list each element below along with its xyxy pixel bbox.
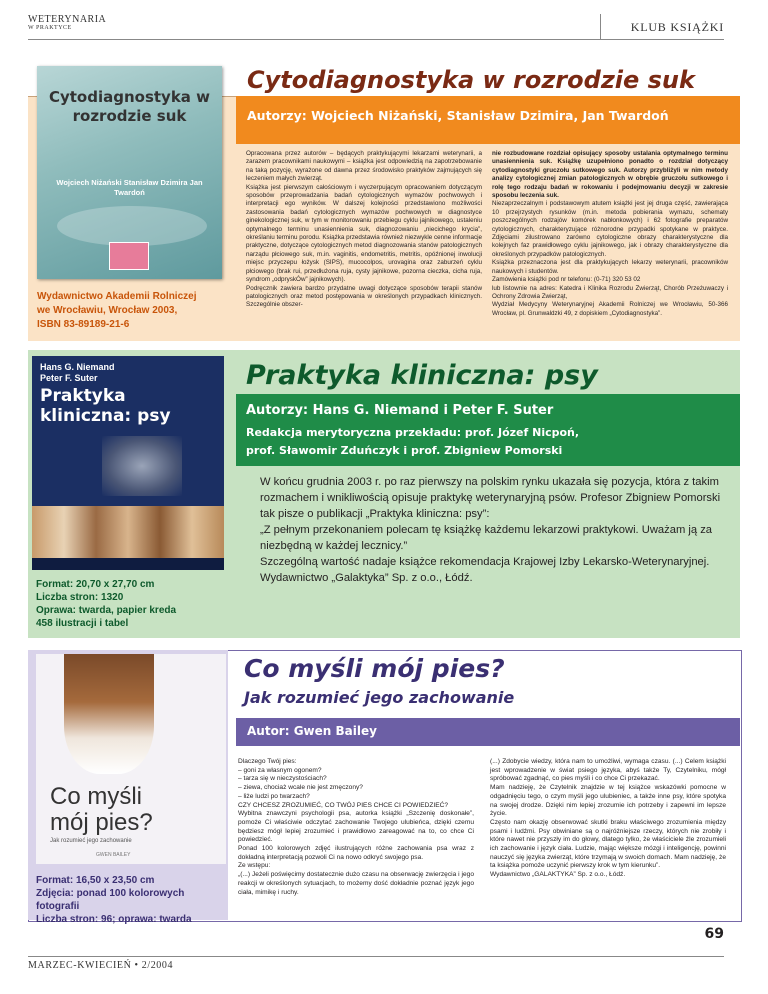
cover-decoration [57, 206, 207, 246]
book3-specs [36, 874, 192, 926]
dog-photo [64, 654, 154, 774]
spec-line: Zdjęcia: ponad 100 kolorowych [36, 888, 185, 899]
paragraph: Szczególną wartość nadaje książce rekomendacja Krajowej Izby Lekarsko-Weterynaryjnej. [260, 556, 710, 568]
ultrasound-image [102, 436, 182, 496]
book2-editors-line: Redakcja merytoryczna przekładu: prof. Józef Nicpoń, [246, 426, 580, 439]
spec-line: Liczba stron: 1320 [36, 592, 124, 603]
cover-title-line: Praktyka [40, 386, 126, 406]
spec-line: fotografii [36, 901, 80, 912]
book3-title: Co myśli mój pies? [244, 654, 505, 683]
cover-bottom-bar [32, 558, 224, 570]
header-rule [28, 39, 724, 40]
paragraph: Książka przeznaczona jest dla praktykujących lekarzy weterynarii, pracowników naukowych i studentów. [492, 259, 728, 275]
book3-subtitle: Jak rozumieć jego zachowanie [244, 688, 515, 707]
book1-title: Cytodiagnostyka w rozrodzie suk [247, 66, 695, 94]
spec-line: Format: 16,50 x 23,50 cm [36, 875, 155, 886]
book3-column-1 [238, 758, 474, 897]
book1-authors: Autorzy: Wojciech Niżański, Stanisław Dzimira, Jan Twardoń [247, 108, 669, 123]
book2-authors: Autorzy: Hans G. Niemand i Peter F. Suter [246, 403, 554, 418]
book3-cover-image [36, 654, 226, 864]
paragraph: CZY CHCESZ ZROZUMIEĆ, CO TWÓJ PIES CHCE CI POWIEDZIEĆ? [238, 801, 449, 809]
paragraph: Ze wstępu: [238, 862, 271, 870]
book1-cover-image [37, 66, 222, 279]
book2-editors-line: prof. Sławomir Zduńczyk i prof. Zbigniew Pomorski [246, 444, 563, 457]
puppies-photo [32, 506, 224, 558]
paragraph: Często nam okazję obserwować skutki braku właściwego zrozumienia między psami i ludźmi. Psy obwiniane są o najróżniejsze rzeczy, których nie zrobiły i które nawet nie przyszły im do głowy, dlatego tylko, że właściciele źle zrozumieli ich zachowanie i język ciała. Ludzie, mając większe mózgi i inteligencję, powinni nauczyć się języka zwierząt, które trzymają w swoich domach. Mam nadzieję, że ta książka pomoże uczynić pierwszy krok w tym kierunku”. [490, 818, 726, 870]
paragraph: Ponad 100 kolorowych zdjęć ilustrujących różne zachowania psa wraz z dokładną interpretacją pozwoli Ci na nowo odkryć swojego psa. [238, 845, 474, 861]
paragraph: Dlaczego Twój pies: [238, 758, 297, 765]
paragraph: Wybitna znawczyni psychologii psa, autorka książki „Szczenię doskonałe”, pomoże Ci właściwie odczytać zachowanie Twojego ulubieńca, dzięki czemu będziesz mógł lepiej zrozumieć i prawidłowo zareagować na to, co chce Ci powiedzieć. [238, 810, 474, 844]
book2-cover-title [40, 386, 171, 426]
spec-line: 458 ilustracji i tabel [36, 618, 129, 629]
paragraph: nie rozbudowane rozdział opisujący sposoby ustalania optymalnego terminu unasiennienia suk. Książkę uzupełniono ponadto o rozdział dotyczący cytodiagnostyki gruczołu sutkowego suk. Autorzy przybliżyli w nim metody analizy cytologicznej zmian patologicznych w obrębie gruczołu sutkowego i rolę tego rodzaju badań w rokowaniu i podejmowaniu decyzji w zakresie sposobu leczenia suk. [492, 150, 728, 200]
cover-author-line: Hans G. Niemand [40, 362, 115, 372]
book2-specs [36, 578, 176, 630]
publisher-logo-icon [109, 242, 149, 270]
paragraph: Zamówienia książki pod nr telefonu: (0-71) 320 53 02 [492, 276, 641, 284]
footer-rule [28, 956, 724, 957]
magazine-name: WETERYNARIA [28, 14, 107, 25]
paragraph: – ziewa, chociaż wcale nie jest zmęczony? [238, 784, 363, 792]
paragraph: Mam nadzieję, że Czytelnik znajdzie w tej książce wskazówki pomocne w odgadnięciu tego, o czym myśli jego ulubieniec, a także inne psy, które spotyka na swojej drodze. Dzięki nim lepiej zrozumie ich potrzeby i zapewni im lepsze życie. [490, 784, 726, 818]
book1-cover-authors: Wojciech Niżański Stanisław Dzimira Jan Twardoń [56, 178, 203, 197]
publisher-line: Wydawnictwo Akademii Rolniczej [37, 291, 197, 302]
header-tick [600, 14, 601, 40]
paragraph: Niezaprzeczalnym i podstawowym atutem książki jest jej druga część, zawierająca 10 przejrzystych rysunków (m.in. metoda pobierania wymazu, schematy poszczególnych rodzajów komórek nabłonkowych) i 62 fotografie preparatów cytologicznych, charakteryzujące różnorodne przypadki spotykane w praktyce. Zdjęciami zilustrowano zarówno cytologiczne obrazy charakterystyczne dla kolejnych faz prawidłowego cyklu jajnikowego, jak i obrazy charakterystyczne dla określonych przypadków patologicznych. [492, 200, 728, 258]
book3-column-2 [490, 758, 726, 880]
page-number: 69 [704, 926, 724, 942]
book1-publisher [37, 290, 227, 332]
paragraph: – liże ludzi po twarzach? [238, 792, 310, 800]
cover-title-line: Co myśli [50, 783, 143, 810]
section-title: KLUB KSIĄŻKI [630, 20, 724, 34]
spec-line: Liczba stron: 96; oprawa: twarda [36, 914, 192, 925]
paragraph: Wydział Medycyny Weterynaryjnej Akademii Rolniczej we Wrocławiu, 50-366 Wrocław, pl. Grunwaldzki 49, z dopiskiem „Cytodiagnostyka”. [492, 301, 728, 317]
book3-cover-subtitle: Jak rozumieć jego zachowanie [50, 838, 132, 844]
book3-cover-title [50, 784, 153, 836]
book1-cover-title: Cytodiagnostyka w rozrodzie suk [48, 88, 211, 125]
paragraph: Wydawnictwo „Galaktyka” Sp. z o.o., Łódź. [260, 572, 473, 584]
book2-title: Praktyka kliniczna: psy [246, 360, 598, 391]
paragraph: „(...) Jeżeli poświęcimy dostatecznie dużo czasu na obserwację zwierzęcia i jego reakcji w określonych sytuacjach, to możemy dość dokładnie poznać język jego ciała, mimikę i ruchy. [238, 871, 474, 896]
book3-author: Autor: Gwen Bailey [247, 724, 377, 738]
paragraph: Wydawnictwo „GALAKTYKA” Sp. z o.o., Łódź. [490, 871, 626, 879]
book1-column-1 [246, 150, 482, 310]
paragraph: Podręcznik zawiera bardzo przydatne uwagi dotyczące sposobów terapii stanów patologicznych oraz metod postępowania w określonych przypadkach klinicznych. Szczególnie obszer- [246, 284, 482, 309]
issue-date: MARZEC-KWIECIEŃ • 2/2004 [28, 960, 174, 971]
cover-author-line: Peter F. Suter [40, 373, 98, 383]
magazine-name-sub: W PRAKTYCE [28, 25, 72, 31]
cover-title-line: kliniczna: psy [40, 406, 171, 426]
spec-line: Format: 20,70 x 27,70 cm [36, 579, 155, 590]
paragraph: Opracowana przez autorów – będących praktykującymi lekarzami weterynarii, a zarazem pracownikami naukowymi – książka jest odpowiedzią na zapotrzebowanie na taką pozycję, wyrażone od dawna przez środowisko praktyków zajmujących się leczeniem małych zwierząt. [246, 150, 482, 183]
book2-cover-image [32, 356, 224, 570]
spec-line: Oprawa: twarda, papier kreda [36, 605, 177, 616]
book2-cover-authors [40, 362, 115, 384]
book2-description [260, 474, 730, 586]
paragraph: Książka jest pierwszym całościowym i wyczerpującym opracowaniem dotyczącym sposobów przeprowadzania badań cytologicznych wymazów pochwowych i interpretacji ego wyników. W dalszej kolejności przedstawiono możliwości zastosowania badań cytologicznych wymazów pochwowych w diagnostyce ginekologicznej suk, w tym w monitorowaniu przebiegu cyklu jajnikowego, ustaleniu optymalnego terminu unasiennienia suk, diagnozowaniu „niecichego krycia”, określaniu terminu porodu. Książka przedstawia również niezwykle cenne informacje praktyczne, dotyczące cytologicznych metod diagnozowania stanów patologicznych narządu płciowego suk, m.in. vaginitis, endometritis, metritis, opóźnionej inwolucji miejsc przyczepu łożysk (SIPS), mucocolpos, urovagina oraz zaburzeń cyklu płciowego (brak rui, przedłużona ruja, cysty jajnikowe, pozorna cieczka, cicha ruja, syndrom „odpryskÓw” jajnikowych). [246, 183, 482, 284]
publisher-line: we Wrocławiu, Wrocław 2003, [37, 305, 178, 316]
book1-column-2 [492, 150, 728, 318]
cover-title-line: mój pies? [50, 809, 153, 836]
publisher-line: ISBN 83-89189-21-6 [37, 319, 130, 330]
paragraph: W końcu grudnia 2003 r. po raz pierwszy na polskim rynku ukazała się pozycja, która z takim rozmachem i wnikliwością opisuje praktykę weterynaryjną psów. Profesor Zbigniew Pomorski tak pisze o publikacji „Praktyka kliniczna: psy”: [260, 476, 721, 520]
paragraph: – goni za własnym ogonem? [238, 766, 322, 774]
paragraph: (...) Zdobycie wiedzy, która nam to umożliwi, wymaga czasu. (...) Celem książki jest wprowadzenie w świat psiego języka, abyś także Ty, Czytelniku, mógł spróbować zgadnąć, co pies myśli i co chce Ci przekazać. [490, 758, 726, 783]
book3-cover-author: GWEN BAILEY [96, 852, 131, 858]
paragraph: – tarza się w nieczystościach? [238, 775, 327, 783]
paragraph: „Z pełnym przekonaniem polecam tę książkę każdemu lekarzowi praktykowi. Uważam ją za niezbędną w każdej lecznicy.” [260, 524, 713, 552]
paragraph: lub listownie na adres: Katedra i Klinika Rozrodu Zwierząt, Chorób Przeżuwaczy i Ochrony Zdrowia Zwierząt, [492, 284, 728, 300]
